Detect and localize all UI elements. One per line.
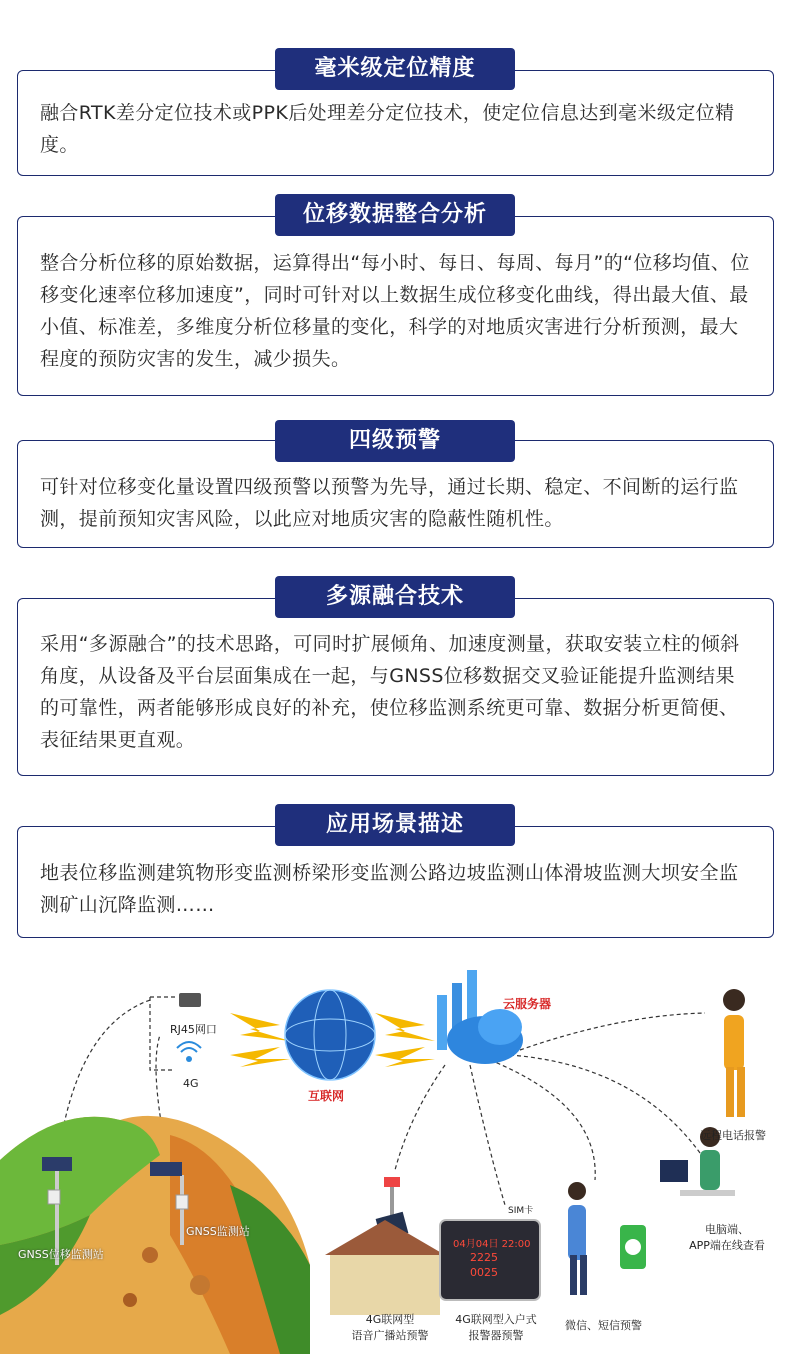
- section-text: 整合分析位移的原始数据，运算得出“每小时、每日、每周、每月”的“位移均值、位移变化速率位移加速度”，同时可针对以上数据生成位移变化曲线，得出最大值、最小值、标准差，多维度分析位移量的变化，科学的对地质灾害进行分析预测，最大程度的预防灾害的发生，减少损失。: [40, 252, 750, 370]
- home-alarm-label: [446, 1311, 546, 1343]
- home-alarm-label-line2: 报警器预警: [468, 1329, 524, 1342]
- internet-label: 互联网: [308, 1089, 345, 1103]
- section-title: 毫米级定位精度: [275, 48, 515, 90]
- station-left-label: GNSS位移监测站: [18, 1248, 104, 1261]
- section-text: 采用“多源融合”的技术思路，可同时扩展倾角、加速度测量，获取安装立柱的倾斜角度，从设备及平台层面集成在一起，与GNSS位移数据交叉验证能提升监测结果的可靠性，两者能够形成良好的补充，使位移监测系统更可靠、数据分析更简便、表征结果更直观。: [40, 633, 740, 751]
- broadcast-label-line1: 4G联网型: [365, 1313, 415, 1326]
- pc-app-label-line1: 电脑端、: [705, 1223, 749, 1236]
- phone-alarm-label: 远程电话报警: [700, 1129, 766, 1142]
- section-title: 位移数据整合分析: [275, 194, 515, 236]
- display-value-1: 2225: [470, 1251, 498, 1264]
- section-title: 四级预警: [275, 420, 515, 462]
- broadcast-label: [345, 1311, 435, 1343]
- section-title: 应用场景描述: [275, 804, 515, 846]
- diagram-illustration: [0, 955, 790, 1354]
- section-text: 可针对位移变化量设置四级预警以预警为先导，通过长期、稳定、不间断的运行监测，提前预知灾害风险，以此应对地质灾害的隐蔽性随机性。: [40, 476, 739, 530]
- home-alarm-label-line1: 4G联网型入户式: [455, 1313, 537, 1326]
- section-precision: [17, 48, 774, 176]
- sim-card-label: SIM卡: [508, 1206, 534, 1216]
- display-date: 04月04日 22:00: [453, 1239, 531, 1250]
- broadcast-label-line2: 语音广播站预警: [351, 1329, 429, 1342]
- station-right-label: GNSS监测站: [186, 1225, 250, 1238]
- pc-app-label-line2: APP端在线查看: [689, 1239, 765, 1252]
- section-text: 融合RTK差分定位技术或PPK后处理差分定位技术，使定位信息达到毫米级定位精度。: [40, 102, 735, 156]
- section-title: 多源融合技术: [275, 576, 515, 618]
- section-analysis: [17, 194, 774, 396]
- section-scenarios: [17, 804, 774, 938]
- section-text: 地表位移监测建筑物形变监测桥梁形变监测公路边坡监测山体滑坡监测大坝安全监测矿山沉降监测……: [40, 862, 739, 916]
- system-diagram: [0, 955, 790, 1354]
- wechat-sms-label: 微信、短信预警: [565, 1319, 642, 1332]
- section-box: [17, 216, 774, 396]
- section-fusion: [17, 576, 774, 776]
- rj45-label: RJ45网口: [170, 1023, 217, 1036]
- pc-app-label: [672, 1221, 782, 1253]
- display-value-2: 0025: [470, 1266, 498, 1279]
- cloud-server-label: 云服务器: [503, 997, 552, 1011]
- 4g-label: 4G: [183, 1077, 199, 1090]
- section-warning: [17, 420, 774, 548]
- section-box: [17, 598, 774, 776]
